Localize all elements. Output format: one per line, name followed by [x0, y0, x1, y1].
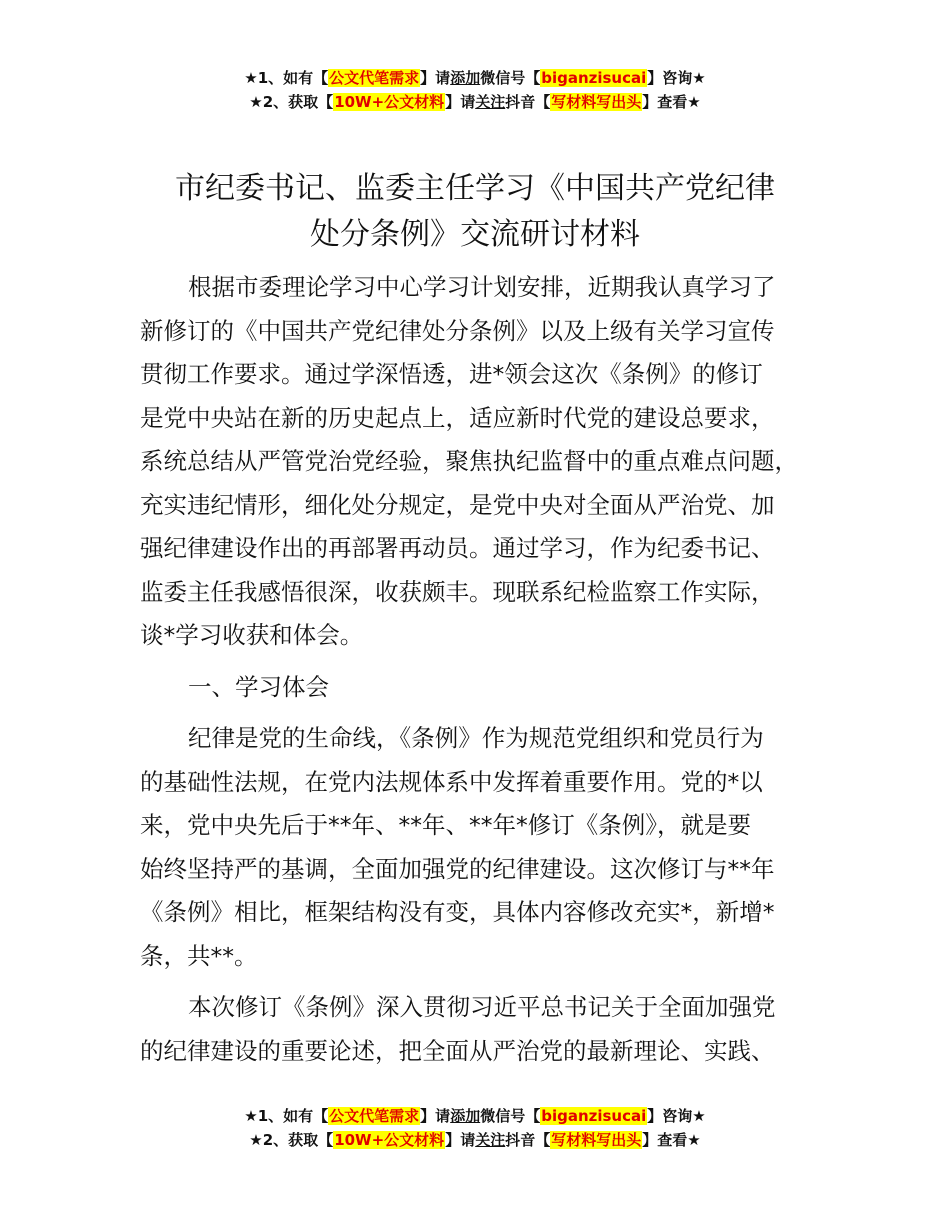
- paragraph-line: 是党中央站在新的历史起点上，适应新时代党的建设总要求，: [140, 403, 775, 432]
- banner-text: 抖音【: [505, 93, 551, 111]
- top-banner: [0, 66, 950, 114]
- banner-text: 】请: [420, 1107, 451, 1125]
- document-title: [100, 166, 850, 258]
- paragraph-line: 来，党中央先后于**年、**年、**年*修订《条例》，就是要: [140, 811, 751, 839]
- paragraph-line: 《条例》相比，框架结构没有变，具体内容修改充实*，新增*: [140, 898, 775, 926]
- paragraph-line: 充实违纪情形，细化处分规定，是党中央对全面从严治党、加: [140, 490, 775, 519]
- banner-line-2: [0, 90, 950, 114]
- banner-text: 抖音【: [505, 1131, 551, 1149]
- banner-text: 微信号【: [480, 1107, 541, 1125]
- paragraph-line: 始终坚持严的基调，全面加强党的纪律建设。这次修订与**年: [140, 854, 775, 883]
- banner-highlight: 公文代笔需求: [329, 1107, 420, 1125]
- banner-underlined: 关注: [475, 93, 506, 111]
- paragraph-line: 贯彻工作要求。通过学深悟透，进*领会这次《条例》的修订: [140, 360, 763, 388]
- paragraph-line: 本次修订《条例》深入贯彻习近平总书记关于全面加强党: [188, 993, 776, 1021]
- paragraph-line: 新修订的《中国共产党纪律处分条例》以及上级有关学习宣传: [140, 316, 775, 345]
- title-line: 处分条例》交流研讨材料: [310, 217, 640, 252]
- banner-highlight: 写材料写出头: [551, 93, 642, 111]
- title-line: 市纪委书记、监委主任学习《中国共产党纪律: [175, 171, 775, 206]
- banner-underlined: 添加: [450, 69, 481, 87]
- document-body: [140, 266, 830, 1073]
- section-heading: 一、学习体会: [188, 672, 329, 701]
- banner-highlight: 10W+公文材料: [334, 1131, 445, 1149]
- banner-underlined: 添加: [450, 1107, 481, 1125]
- banner-highlight: 写材料写出头: [551, 1131, 642, 1149]
- banner-text: 】咨询★: [647, 1107, 706, 1125]
- paragraph-line: 纪律是党的生命线，《条例》作为规范党组织和党员行为: [188, 724, 764, 752]
- banner-text: 微信号【: [480, 69, 541, 87]
- paragraph-line: 的基础性法规，在党内法规体系中发挥着重要作用。党的*以: [140, 767, 763, 796]
- paragraph-line: 谈*学习收获和体会。: [140, 621, 364, 649]
- banner-text: ★1、如有【: [244, 1107, 329, 1125]
- banner-text: ★2、获取【: [249, 1131, 334, 1149]
- banner-line-1: [0, 1104, 950, 1128]
- paragraph-line: 条，共**。: [140, 941, 258, 970]
- paragraph-line: 根据市委理论学习中心学习计划安排，近期我认真学习了: [188, 273, 776, 301]
- banner-line-2: [0, 1128, 950, 1152]
- banner-text: 】查看★: [642, 1131, 701, 1149]
- banner-text: 】咨询★: [647, 69, 706, 87]
- banner-highlight: 10W+公文材料: [334, 93, 445, 111]
- paragraph-line: 的纪律建设的重要论述，把全面从严治党的最新理论、实践、: [140, 1036, 775, 1065]
- banner-text: 】请: [445, 93, 476, 111]
- banner-underlined: 关注: [475, 1131, 506, 1149]
- banner-line-1: [0, 66, 950, 90]
- banner-highlight: biganzisucai: [541, 1107, 647, 1125]
- banner-text: 】查看★: [642, 93, 701, 111]
- banner-text: ★2、获取【: [249, 93, 334, 111]
- paragraph-line: 强纪律建设作出的再部署再动员。通过学习，作为纪委书记、: [140, 534, 775, 562]
- paragraph-line: 监委主任我感悟很深，收获颇丰。现联系纪检监察工作实际，: [140, 577, 775, 606]
- banner-text: 】请: [445, 1131, 476, 1149]
- banner-text: 】请: [420, 69, 451, 87]
- banner-highlight: biganzisucai: [541, 69, 647, 87]
- banner-text: ★1、如有【: [244, 69, 329, 87]
- banner-highlight: 公文代笔需求: [329, 69, 420, 87]
- paragraph-line: 系统总结从严管党治党经验，聚焦执纪监督中的重点难点问题，: [140, 447, 798, 475]
- bottom-banner: [0, 1104, 950, 1152]
